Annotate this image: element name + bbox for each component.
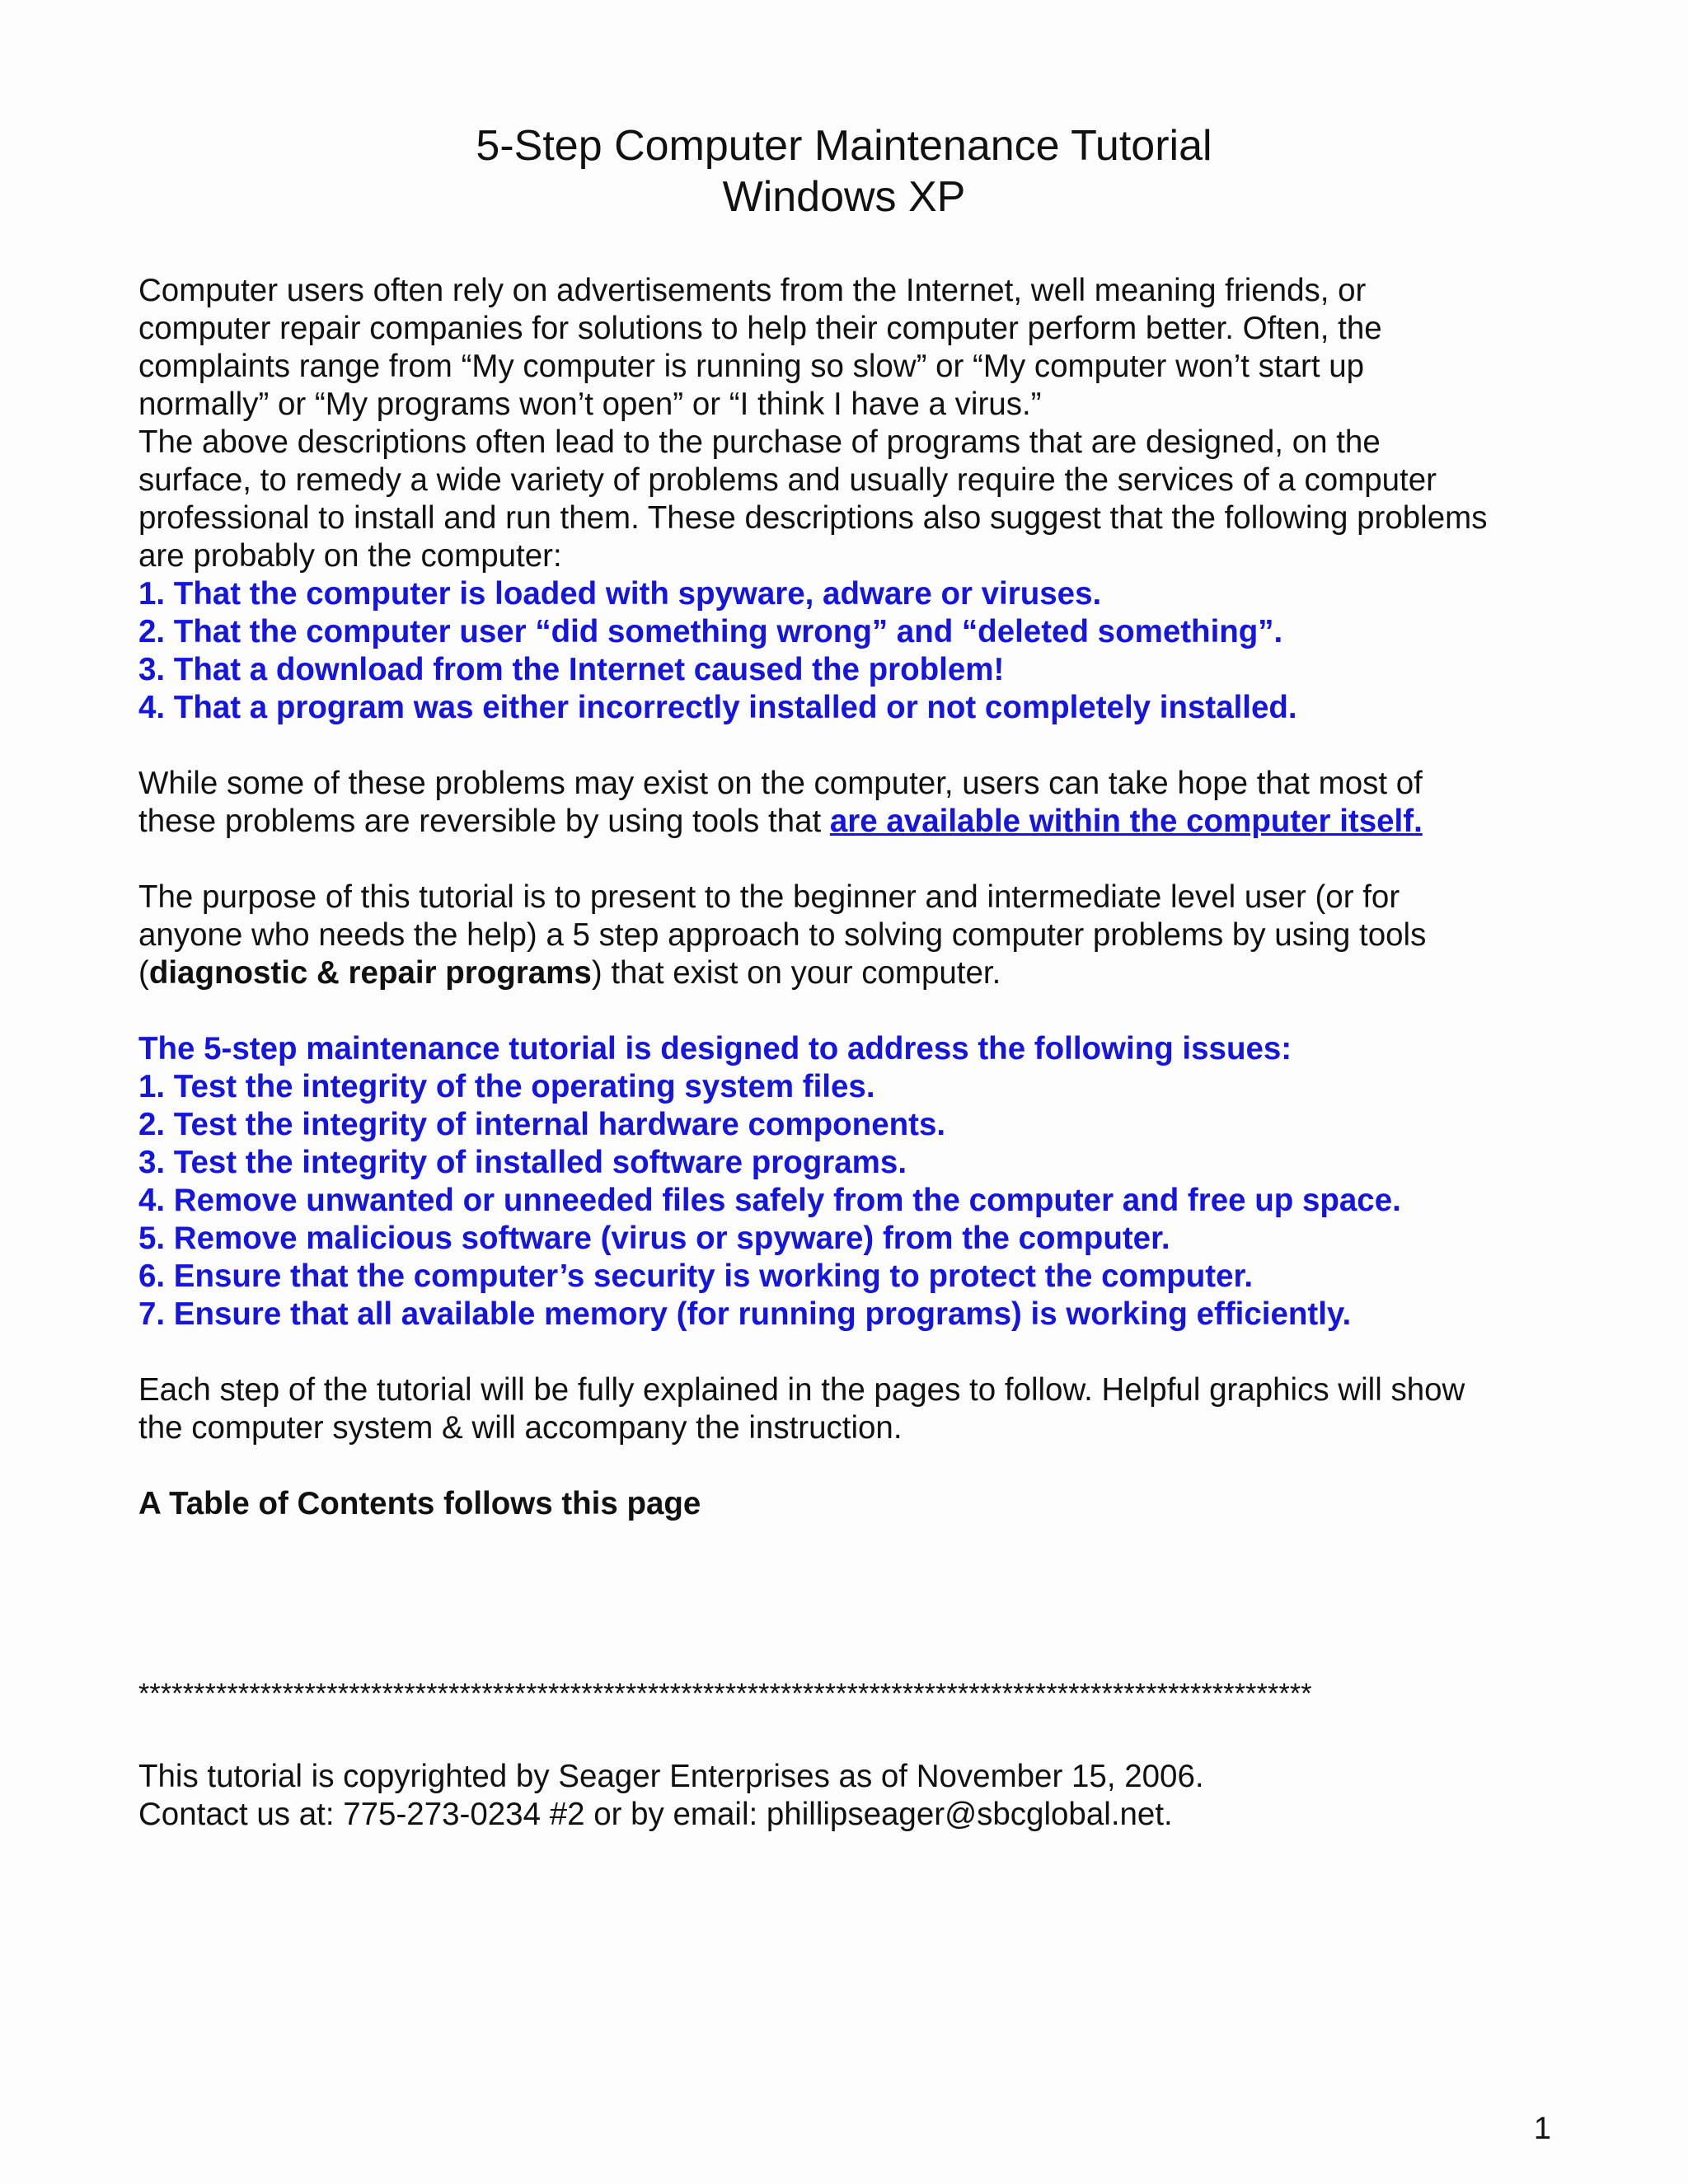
issue-item: 2. Test the integrity of internal hardware components. [138,1107,946,1142]
page-number: 1 [1533,2111,1551,2146]
descriptions-line: professional to install and run them. These descriptions also suggest that the following problems [138,500,1488,536]
issue-item: 7. Ensure that all available memory (for running programs) is working efficiently. [138,1296,1352,1332]
intro-line: normally” or “My programs won’t open” or “I think I have a virus.” [138,387,1042,422]
descriptions-paragraph [138,424,1556,575]
problem-item: 3. That a download from the Internet caused the problem! [138,652,1005,687]
descriptions-line: The above descriptions often lead to the purchase of programs that are designed, on the [138,424,1381,460]
purpose-line-rest: ) that exist on your computer. [591,955,1001,991]
descriptions-line: are probably on the computer: [138,538,562,574]
issues-list [138,1068,1556,1333]
hope-line-2 [138,803,1556,841]
issue-item: 4. Remove unwanted or unneeded files safely from the computer and free up space. [138,1183,1401,1218]
problems-list [138,575,1556,727]
purpose-line-1: The purpose of this tutorial is to present to the beginner and intermediate level user (or for [138,879,1400,915]
contact-line: Contact us at: 775-273-0234 #2 or by email: phillipseager@sbcglobal.net. [138,1797,1173,1832]
purpose-line-3 [138,954,1556,992]
issue-item: 1. Test the integrity of the operating system files. [138,1069,875,1104]
issue-item: 3. Test the integrity of installed software programs. [138,1145,907,1180]
table-of-contents-note: A Table of Contents follows this page [138,1486,701,1521]
diagnostic-repair-emphasis: diagnostic & repair programs [148,955,592,991]
purpose-paren-open: ( [138,955,149,991]
purpose-paragraph [138,879,1556,992]
copyright-line: This tutorial is copyrighted by Seager Enterprises as of November 15, 2006. [138,1759,1204,1794]
issue-item: 6. Ensure that the computer’s security is working to protect the computer. [138,1258,1254,1294]
document-title: 5-Step Computer Maintenance Tutorial [476,122,1212,170]
hope-line-suffix: . [1414,804,1423,839]
intro-line: computer repair companies for solutions to help their computer perform better. Often, the [138,311,1382,346]
purpose-line-2: anyone who needs the help) a 5 step approach to solving computer problems by using tools [138,917,1427,953]
intro-line: Computer users often rely on advertisements from the Internet, well meaning friends, or [138,273,1367,308]
available-tools-link[interactable]: are available within the computer itself [829,804,1414,839]
hope-line-prefix: these problems are reversible by using tools that [138,804,830,839]
problem-item: 2. That the computer user “did something wrong” and “deleted something”. [138,614,1283,649]
each-step-line-1: Each step of the tutorial will be fully explained in the pages to follow. Helpful graphics will show [138,1372,1465,1408]
intro-paragraph [138,272,1556,424]
asterisk-separator: ********************************************************************************************************** [138,1678,1312,1709]
hope-line-1: While some of these problems may exist on the computer, users can take hope that most of [138,766,1423,801]
descriptions-line: surface, to remedy a wide variety of problems and usually require the services of a computer [138,462,1437,498]
each-step-paragraph [138,1371,1556,1447]
each-step-line-2: the computer system & will accompany the instruction. [138,1410,903,1446]
problem-item: 1. That the computer is loaded with spyware, adware or viruses. [138,576,1102,612]
copyright-paragraph [138,1758,1556,1834]
intro-line: complaints range from “My computer is running so slow” or “My computer won’t start up [138,349,1365,384]
issue-item: 5. Remove malicious software (virus or spyware) from the computer. [138,1221,1170,1256]
problem-item: 4. That a program was either incorrectly installed or not completely installed. [138,690,1297,725]
document-subtitle: Windows XP [722,173,966,221]
hope-paragraph [138,765,1556,841]
issues-section [138,1030,1556,1333]
issues-heading: The 5-step maintenance tutorial is designed to address the following issues: [138,1031,1292,1066]
